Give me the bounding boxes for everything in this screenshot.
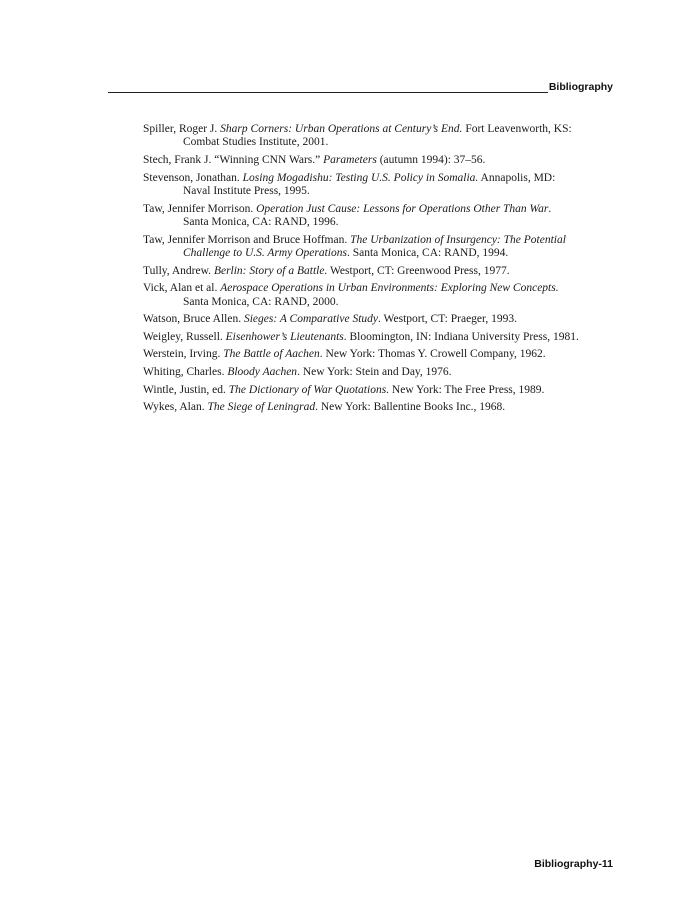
entry-title: Berlin: Story of a Battle. [213, 264, 328, 277]
entry-author: Weigley, Russell. [143, 330, 226, 343]
entry-title: Eisenhower’s Lieutenants [225, 330, 344, 343]
entry-publication: Annapolis, MD: Naval Institute Press, 1995. [183, 171, 556, 197]
entry-author: Tully, Andrew. [143, 264, 214, 277]
entry-publication: . New York: Thomas Y. Crowell Company, 1962. [319, 348, 546, 361]
entry-publication: . Santa Monica, CA: RAND, 1996. [183, 202, 552, 228]
entry-publication: . New York: Stein and Day, 1976. [297, 365, 452, 378]
entry-title: The Battle of Aachen [223, 348, 320, 361]
entry-author: Vick, Alan et al. [143, 282, 221, 295]
header-rule [108, 92, 548, 93]
entry-author: Wintle, Justin, ed. [143, 383, 229, 396]
entry-publication: . Santa Monica, CA: RAND, 1994. [346, 247, 509, 259]
entry-author: Taw, Jennifer Morrison and Bruce Hoffman. [143, 233, 351, 246]
entry-title: Losing Mogadishu: Testing U.S. Policy in Somalia. [242, 171, 479, 184]
entry-title: Operation Just Cause: Lessons for Operations Other Than War [256, 202, 549, 215]
page-number: Bibliography-11 [534, 858, 613, 870]
entry-title: Sharp Corners: Urban Operations at Century’s End. [220, 123, 463, 135]
entry-title: The Urbanization of Insurgency: The Potential Challenge to U.S. Army Operations [183, 233, 566, 259]
entry-author: Wykes, Alan. [143, 401, 208, 414]
bibliography-list [143, 123, 579, 419]
entry-title: Aerospace Operations in Urban Environments: Exploring New Concepts. [220, 282, 559, 295]
entry-publication: . Westport, CT: Praeger, 1993. [378, 313, 518, 326]
entry-author: Watson, Bruce Allen. [143, 313, 244, 326]
entry-author: Stech, Frank J. “Winning CNN Wars.” [143, 154, 324, 166]
entry-author: Stevenson, Jonathan. [143, 171, 243, 184]
bibliography-entry [143, 384, 579, 397]
bibliography-entry [143, 331, 579, 344]
bibliography-entry [143, 401, 579, 414]
entry-author: Taw, Jennifer Morrison. [143, 202, 257, 215]
entry-title: Bloody Aachen [227, 365, 298, 378]
bibliography-entry [143, 265, 579, 278]
entry-title: The Siege of Leningrad [207, 401, 316, 414]
entry-title: Sieges: A Comparative Study [243, 313, 379, 326]
entry-publication: . Bloomington, IN: Indiana University Press, 1981. [343, 330, 579, 343]
bibliography-entry [143, 123, 579, 150]
entry-author: Whiting, Charles. [143, 365, 228, 378]
bibliography-entry [143, 282, 579, 309]
bibliography-entry [143, 154, 579, 167]
bibliography-entry [143, 313, 579, 326]
entry-publication: Fort Leavenworth, KS: Combat Studies Institute, 2001. [183, 123, 572, 149]
entry-author: Werstein, Irving. [143, 348, 224, 361]
entry-title: The Dictionary of War Quotations [228, 383, 387, 396]
bibliography-entry [143, 203, 579, 230]
entry-title: Parameters [323, 154, 377, 166]
entry-publication: Santa Monica, CA: RAND, 2000. [183, 295, 339, 308]
bibliography-entry [143, 172, 579, 199]
running-header: Bibliography [548, 81, 613, 93]
entry-author: Spiller, Roger J. [143, 123, 221, 135]
entry-publication: (autumn 1994): 37–56. [376, 154, 486, 166]
entry-publication: . New York: Ballentine Books Inc., 1968. [315, 401, 506, 414]
entry-publication: Westport, CT: Greenwood Press, 1977. [327, 264, 510, 277]
bibliography-entry [143, 348, 579, 361]
entry-publication: . New York: The Free Press, 1989. [386, 383, 545, 396]
bibliography-entry [143, 234, 579, 261]
bibliography-entry [143, 366, 579, 379]
